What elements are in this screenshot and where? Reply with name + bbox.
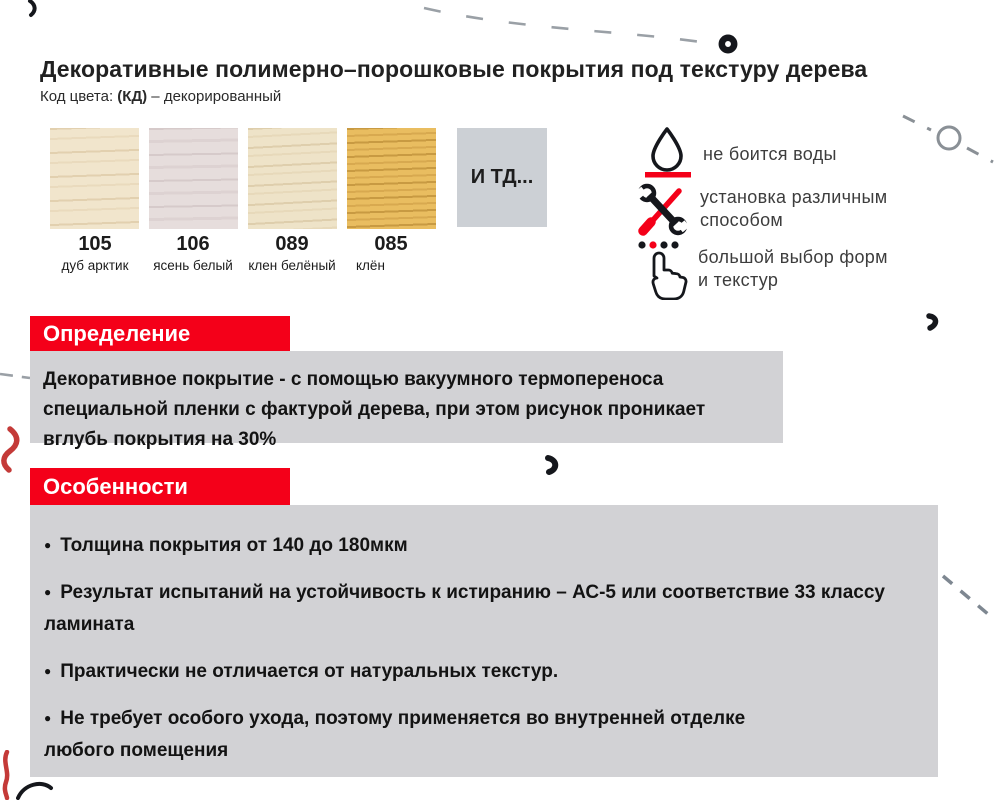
- feature-bullet: ● Толщина покрытия от 140 до 180мкм: [44, 529, 918, 562]
- hand-click-icon: [636, 238, 692, 300]
- feature-bullet: ● Результат испытаний на устойчивость к истиранию – АС-5 или соответствие 33 классу ламината: [44, 576, 918, 641]
- red-squiggle-decoration: [0, 425, 28, 475]
- swatch-label: [40, 233, 150, 273]
- wood-swatch-106: [149, 128, 238, 229]
- swatch-name: клен белёный: [248, 258, 336, 273]
- subtitle-prefix: Код цвета:: [40, 88, 118, 105]
- wood-swatch-105: [50, 128, 139, 229]
- swatch-label: [336, 233, 446, 273]
- swatch-name: клён: [356, 258, 385, 273]
- wood-swatch-085: [347, 128, 436, 229]
- feature-bullet: ● Практически не отличается от натуральных текстур.: [44, 655, 918, 688]
- feature-bullet: ● Не требует особого ухода, поэтому применяется во внутренней отделке любого помещения: [44, 702, 918, 767]
- donut-dot-decoration: [722, 38, 734, 50]
- comma-decoration-1: [925, 312, 943, 332]
- features-panel: [30, 505, 938, 777]
- swatch-code: 105: [78, 233, 112, 255]
- feature-label-forms: большой выбор форм и текстур: [698, 247, 888, 290]
- more-colors-box: И ТД...: [457, 128, 547, 227]
- subtitle-suffix: – декорированный: [147, 88, 282, 105]
- page-title: Декоративные полимерно–порошковые покрытия под текстуру дерева: [40, 56, 868, 82]
- swatch-code: 089: [275, 233, 309, 255]
- color-code-subtitle: [40, 88, 281, 105]
- left-dashes-decoration: [0, 368, 32, 382]
- bottom-left-arc-decoration: [16, 776, 54, 800]
- swatch-code: 106: [176, 233, 210, 255]
- feature-label-water: не боится воды: [703, 144, 837, 164]
- top-dashed-line-decoration: [410, 0, 750, 60]
- tools-icon: [634, 182, 690, 236]
- bottom-right-dashes-decoration: [935, 568, 1000, 628]
- swatch-name: дуб арктик: [61, 258, 129, 273]
- top-right-dashed-circle-decoration: [885, 100, 1000, 178]
- swatch-code: 085: [374, 233, 408, 255]
- water-drop-icon: [645, 126, 693, 180]
- definition-body: Декоративное покрытие - с помощью вакуумного термопереноса специальной пленки с фактурой дерева, при этом рисунок проникает вглубь покрытия на 30%: [30, 351, 783, 443]
- definition-header: Определение: [30, 316, 290, 351]
- comma-decoration-2: [543, 453, 563, 477]
- subtitle-code: (КД): [117, 88, 148, 105]
- features-header: Особенности: [30, 468, 290, 505]
- wood-swatch-089: [248, 128, 337, 229]
- swatch-label: [138, 233, 248, 273]
- feature-label-installation: установка различным способом: [700, 187, 888, 230]
- swatch-label: [237, 233, 347, 273]
- corner-hook-decoration: [24, 0, 42, 18]
- swatch-name: ясень белый: [153, 258, 233, 273]
- bottom-left-red-decoration: [0, 750, 14, 800]
